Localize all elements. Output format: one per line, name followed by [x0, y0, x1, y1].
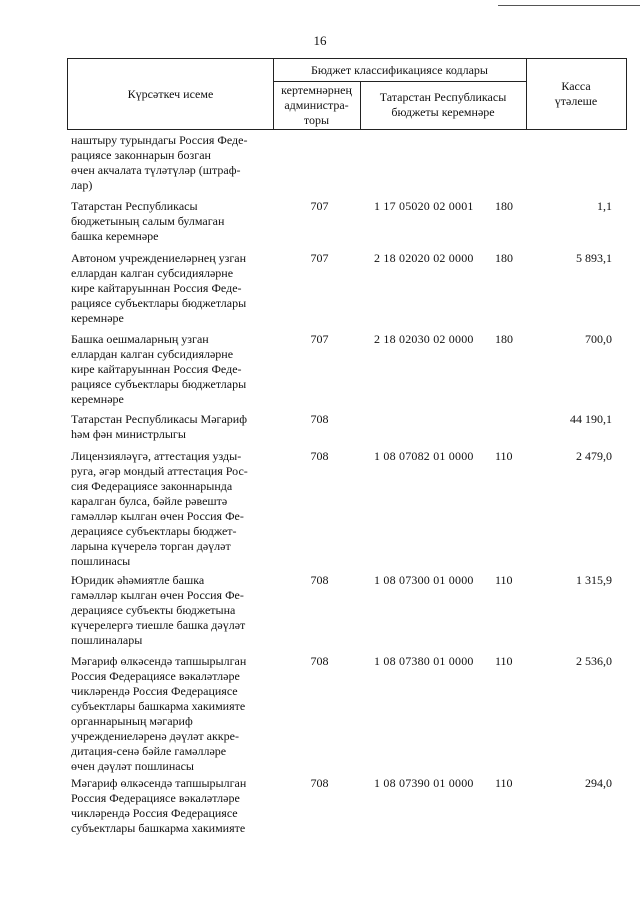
- header-revenue: [360, 81, 526, 129]
- row-name: [71, 573, 269, 648]
- row-admin: 707: [310, 199, 329, 213]
- row-name-line: каралган булса, бәйле рәвештә: [71, 494, 228, 508]
- row-code: 1 08 07390 01 0000: [374, 776, 474, 790]
- row-name-line: рациясе субъектлары бюджетлары: [71, 377, 247, 391]
- header-revenue-line: бюджеты керемнәре: [391, 105, 495, 119]
- row-code: 1 17 05020 02 0001: [374, 199, 474, 213]
- row-name-line: өчен акчалата түләтүләр (штраф-: [71, 163, 241, 177]
- row-amount: 44 190,1: [570, 412, 612, 426]
- row-name-line: кире кайтаруыннан Россия Феде-: [71, 362, 242, 376]
- row-name-line: кире кайтаруыннан Россия Феде-: [71, 281, 242, 295]
- header-admin-line: администра-: [284, 97, 349, 112]
- row-kvd: 180: [495, 332, 513, 346]
- header-cash: [526, 59, 626, 129]
- row-name-line: руга, әгәр мондый аттестация Рос-: [71, 464, 248, 478]
- row-name: [71, 332, 269, 407]
- row-name-line: еллардан калган субсидияләрне: [71, 266, 234, 280]
- row-amount: 700,0: [585, 332, 612, 346]
- row-kvd: 180: [495, 199, 513, 213]
- header-indicator: Күрсәткеч исеме: [127, 86, 214, 101]
- row-name-line: башка керемнәре: [71, 229, 159, 243]
- row-code: 1 08 07380 01 0000: [374, 654, 474, 668]
- row-name-line: пошлиналары: [71, 633, 143, 647]
- row-name-line: дерациясе субъекты бюджетына: [71, 603, 236, 617]
- row-name-line: Мәгариф өлкәсендә тапшырылган: [71, 776, 247, 790]
- row-admin: 708: [310, 449, 329, 463]
- row-name: [71, 412, 269, 442]
- row-name-line: Лицензияләүгә, аттестация узды-: [71, 449, 242, 463]
- row-name-line: Татарстан Республикасы: [71, 199, 198, 213]
- row-amount: 1,1: [597, 199, 612, 213]
- row-name-line: дерациясе субъектлары бюджет-: [71, 524, 237, 538]
- row-admin: 707: [310, 332, 329, 346]
- row-name-line: Автоном учреждениеләрнең узган: [71, 251, 247, 265]
- row-amount: 2 536,0: [576, 654, 612, 668]
- row-code: 2 18 02030 02 0000: [374, 332, 474, 346]
- header-revenue-line: Татарстан Республикасы: [379, 90, 507, 104]
- row-admin: 708: [310, 776, 329, 790]
- row-code: 2 18 02020 02 0000: [374, 251, 474, 265]
- row-name-line: лар): [71, 178, 93, 192]
- row-name-line: гамәлләр кылган өчен Россия Фе-: [71, 588, 244, 602]
- row-kvd: 110: [495, 449, 513, 463]
- row-name: [71, 654, 269, 774]
- row-name-line: Юридик әһәмиятле башка: [71, 573, 205, 587]
- page-number: 16: [313, 33, 327, 48]
- row-amount: 1 315,9: [576, 573, 612, 587]
- row-name-line: гамәлләр кылган өчен Россия Фе-: [71, 509, 244, 523]
- row-amount: 5 893,1: [576, 251, 612, 265]
- row-name: [71, 449, 269, 569]
- row-name-line: чикләрендә Россия Федерациясе: [71, 806, 238, 820]
- row-name-line: дитация-сенә бәйле гамәлләре: [71, 744, 227, 758]
- row-name-line: керемнәре: [71, 311, 124, 325]
- row-name: [71, 133, 269, 193]
- table-header: [67, 58, 627, 130]
- row-name-line: субъектлары башкарма хакимияте: [71, 821, 246, 835]
- row-name-line: Мәгариф өлкәсендә тапшырылган: [71, 654, 247, 668]
- row-name-line: бюджетының салым булмаган: [71, 214, 225, 228]
- row-name-line: органнарының мәгариф: [71, 714, 193, 728]
- row-name-line: пошлинасы: [71, 554, 131, 568]
- header-cash-line: Касса: [561, 79, 591, 93]
- row-name-line: учреждениеләренә дәүләт аккре-: [71, 729, 239, 743]
- row-name-line: чикләрендә Россия Федерациясе: [71, 684, 238, 698]
- row-amount: 2 479,0: [576, 449, 612, 463]
- row-name-line: еллардан калган субсидияләрне: [71, 347, 234, 361]
- row-amount: 294,0: [585, 776, 612, 790]
- row-admin: 708: [310, 573, 329, 587]
- header-admin-line: кертемнәрнең: [281, 82, 352, 97]
- row-kvd: 180: [495, 251, 513, 265]
- row-name-line: өчен дәүләт пошлинасы: [71, 759, 194, 773]
- row-name-line: керемнәре: [71, 392, 124, 406]
- row-name-line: һәм фән министрлыгы: [71, 427, 186, 441]
- row-name-line: рациясе законнарын бозган: [71, 148, 211, 162]
- row-name-line: Россия Федерациясе вәкаләтләре: [71, 669, 240, 683]
- row-name-line: күчерелергә тиешле башка дәүләт: [71, 618, 246, 632]
- header-admin-line: торы: [303, 112, 330, 127]
- row-kvd: 110: [495, 654, 513, 668]
- row-name-line: наштыру турындагы Россия Феде-: [71, 133, 248, 147]
- row-name-line: субъектлары башкарма хакимияте: [71, 699, 246, 713]
- row-admin: 708: [310, 412, 329, 426]
- header-budget-codes: Бюджет классификациясе кодлары: [311, 62, 488, 77]
- row-admin: 708: [310, 654, 329, 668]
- row-name-line: сия Федерациясе законнарында: [71, 479, 233, 493]
- top-rule: [498, 5, 640, 6]
- row-name: [71, 199, 269, 244]
- row-name: [71, 776, 269, 836]
- row-name-line: ларына күчерелә торган дәүләт: [71, 539, 231, 553]
- row-kvd: 110: [495, 573, 513, 587]
- row-code: 1 08 07300 01 0000: [374, 573, 474, 587]
- row-name-line: Татарстан Республикасы Мәгариф: [71, 412, 247, 426]
- row-name: [71, 251, 269, 326]
- row-name-line: Башка оешмаларның узган: [71, 332, 209, 346]
- row-kvd: 110: [495, 776, 513, 790]
- header-cash-line: үтәлеше: [554, 94, 598, 108]
- row-admin: 707: [310, 251, 329, 265]
- header-admin: [273, 81, 360, 129]
- row-name-line: Россия Федерациясе вәкаләтләре: [71, 791, 240, 805]
- row-name-line: рациясе субъектлары бюджетлары: [71, 296, 247, 310]
- row-code: 1 08 07082 01 0000: [374, 449, 474, 463]
